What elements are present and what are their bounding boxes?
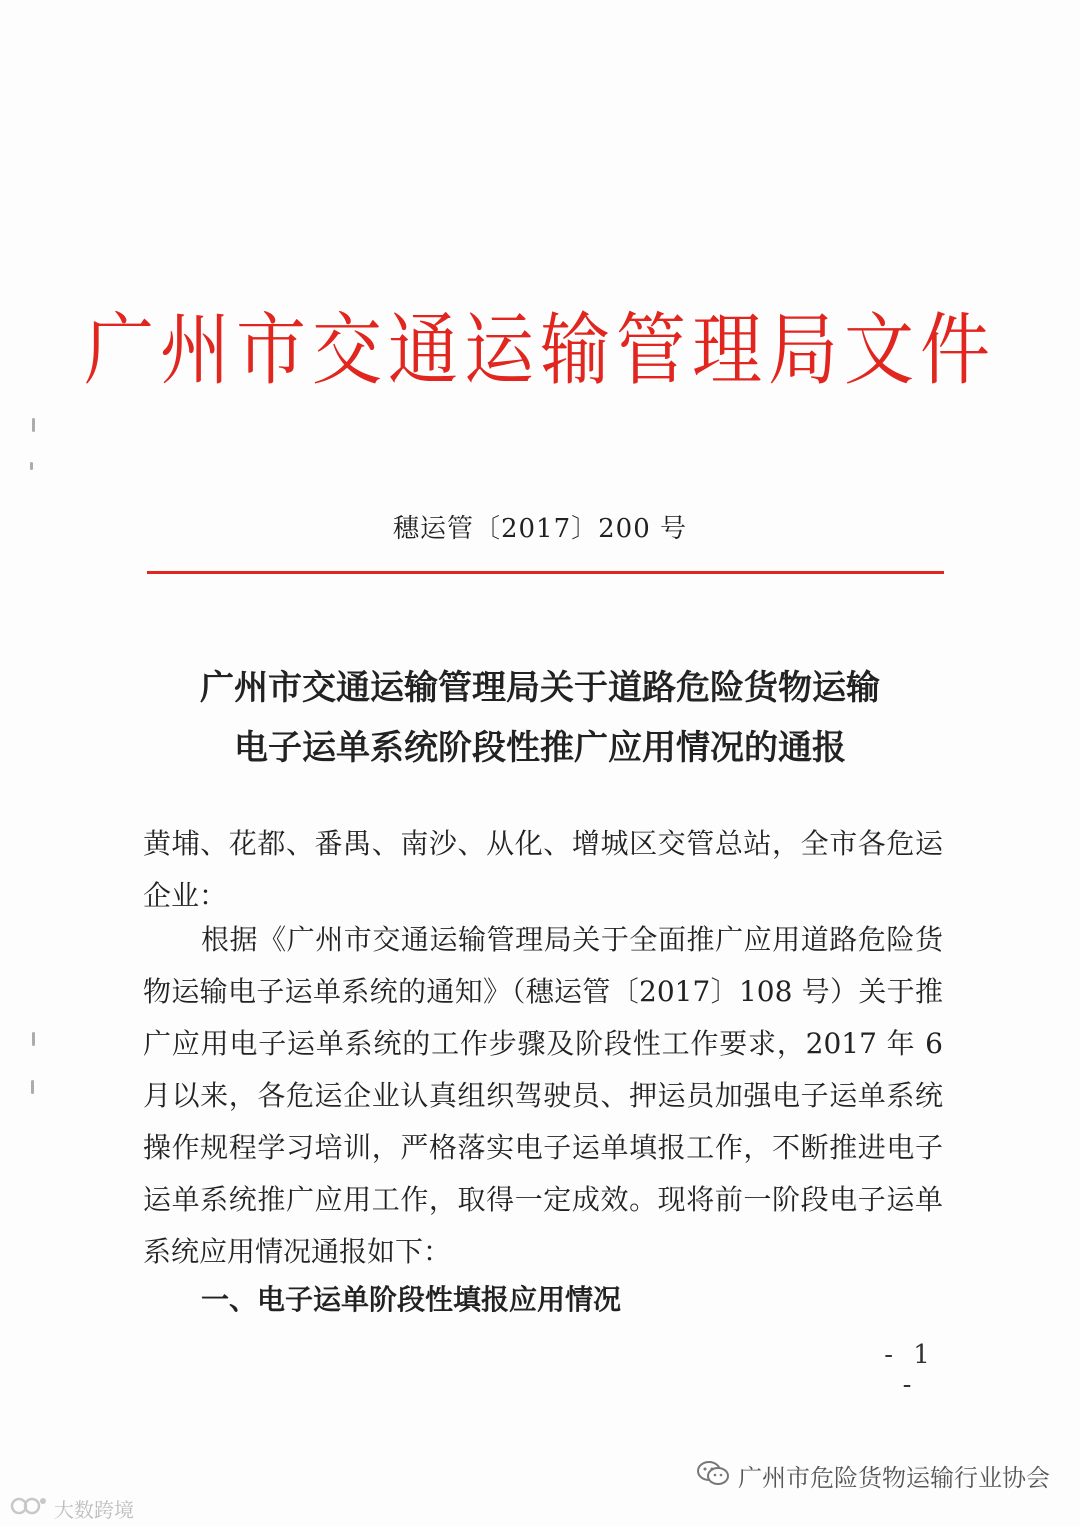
wechat-icon (696, 1459, 730, 1493)
scan-mark (31, 1080, 34, 1094)
body-paragraph: 根据《广州市交通运输管理局关于全面推广应用道路危险货物运输电子运单系统的通知》（穗运管〔2017〕108 号）关于推广应用电子运单系统的工作步骤及阶段性工作要求，2017 年 6 月以来，各危运企业认真组织驾驶员、押运员加强电子运单系统操作规程学习培训，严格落实电子运单填报工作，不断推进电子运单系统推广应用工作，取得一定成效。现将前一阶段电子运单系统应用情况通报如下： (143, 923, 943, 1268)
scan-mark (30, 462, 33, 470)
document-number: 穗运管〔2017〕200 号 (392, 514, 688, 544)
brand-name: 大数跨境 (54, 1498, 134, 1522)
scan-mark (32, 418, 35, 432)
brand-watermark (10, 1494, 134, 1523)
recipients: 黄埔、花都、番禺、南沙、从化、增城区交管总站，全市各危运企业： (143, 827, 943, 912)
masthead-title: 广州市交通运输管理局文件 (84, 304, 996, 396)
brand-logo-icon (10, 1495, 48, 1522)
notice-title (130, 658, 950, 778)
account-watermark (696, 1458, 1050, 1493)
red-divider-line (147, 571, 944, 574)
section-heading: 一、电子运单阶段性填报应用情况 (201, 1283, 622, 1316)
page-number: - 1 - (884, 1340, 936, 1400)
notice-title-line-1: 广州市交通运输管理局关于道路危险货物运输 (200, 668, 880, 708)
account-name: 广州市危险货物运输行业协会 (738, 1464, 1050, 1492)
notice-title-line-2: 电子运单系统阶段性推广应用情况的通报 (234, 728, 846, 768)
scan-mark (32, 1032, 35, 1046)
